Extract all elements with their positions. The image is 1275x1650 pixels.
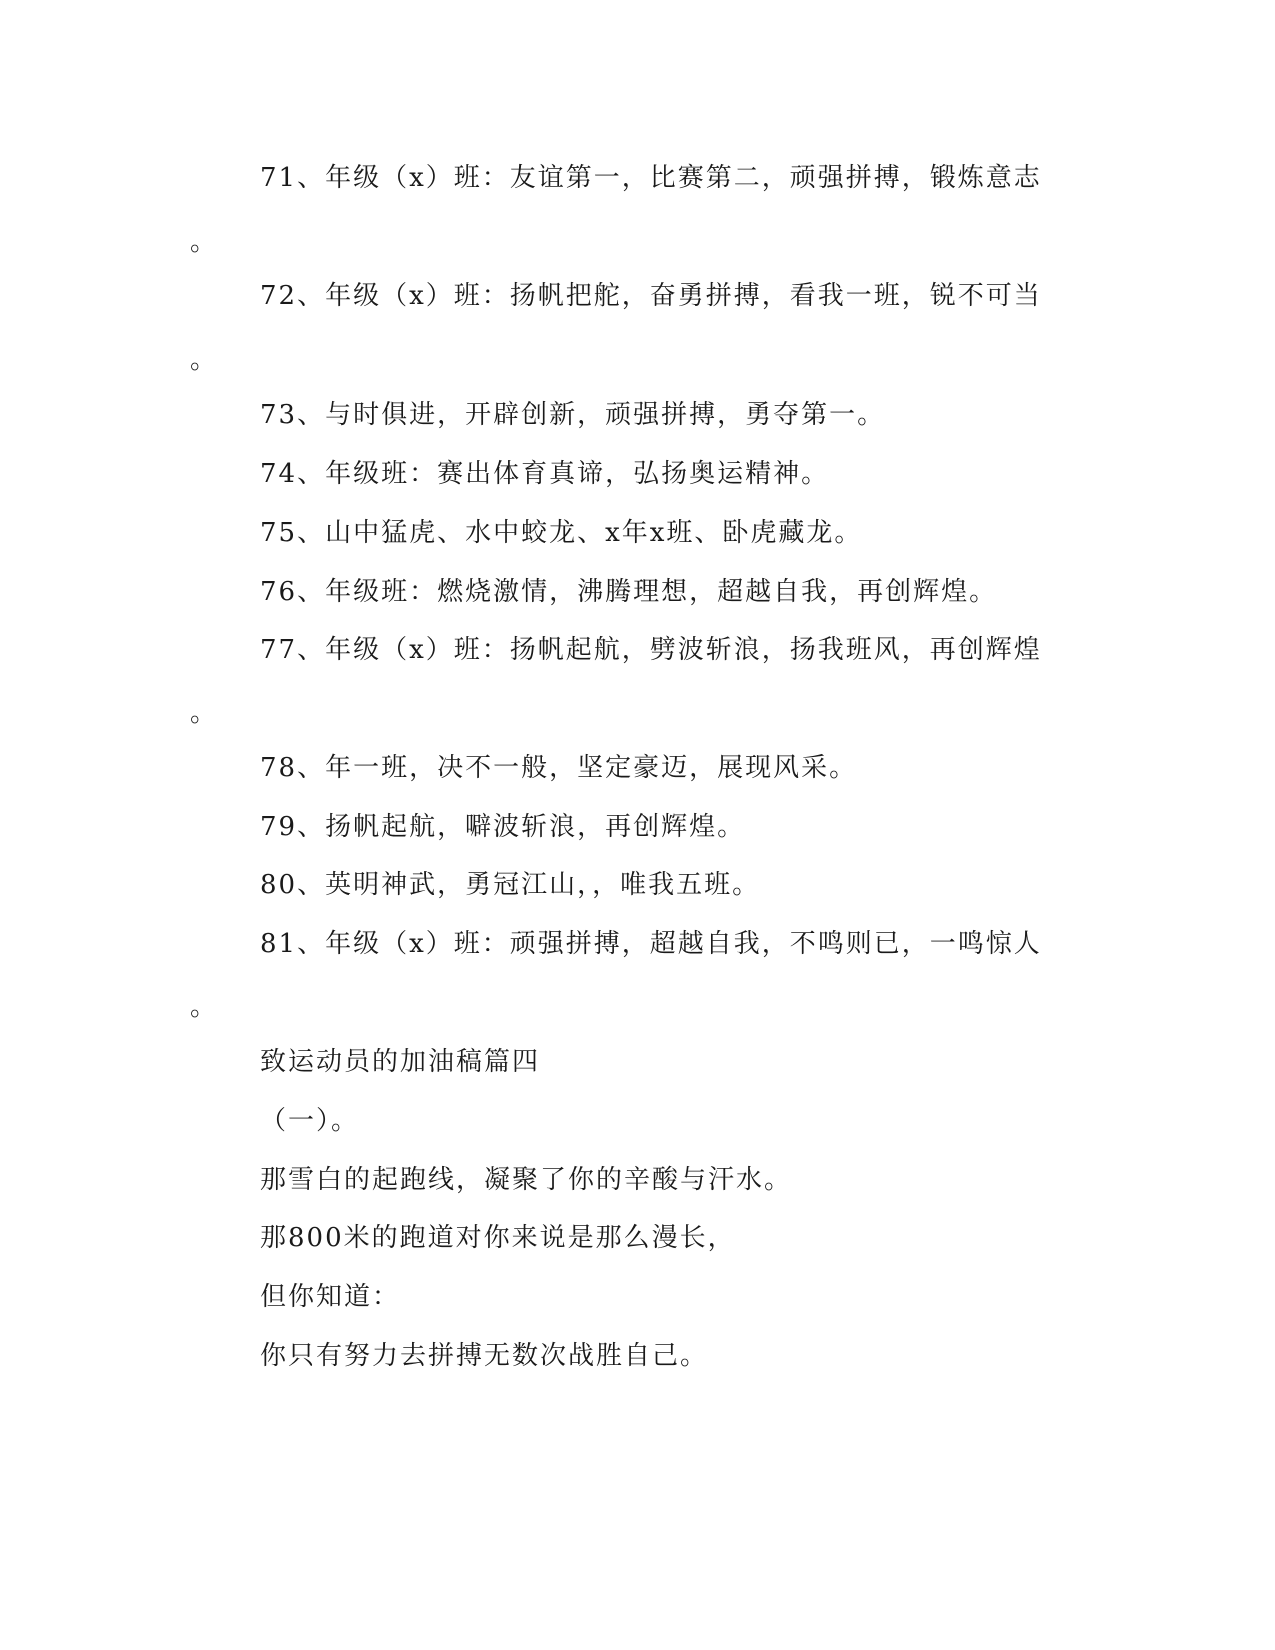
slogan-74: 74、年级班：赛出体育真谛，弘扬奥运精神。 bbox=[260, 459, 830, 489]
slogan-75: 75、山中猛虎、水中蛟龙、x年x班、卧虎藏龙。 bbox=[260, 518, 863, 548]
section-title: 致运动员的加油稿篇四 bbox=[260, 1047, 541, 1077]
slogan-76: 76、年级班：燃烧激情，沸腾理想，超越自我，再创辉煌。 bbox=[260, 577, 998, 607]
slogan-71-period: 。 bbox=[190, 227, 219, 257]
slogan-80: 80、英明神武，勇冠江山，，唯我五班。 bbox=[260, 870, 761, 900]
poem-line-2: 那800米的跑道对你来说是那么漫长， bbox=[260, 1223, 736, 1253]
slogan-77: 77、年级（x）班：扬帆起航，劈波斩浪，扬我班风，再创辉煌 bbox=[260, 635, 1042, 665]
poem-line-1: 那雪白的起跑线，凝聚了你的辛酸与汗水。 bbox=[260, 1165, 793, 1195]
slogan-81: 81、年级（x）班：顽强拼搏，超越自我，不鸣则已，一鸣惊人 bbox=[260, 929, 1042, 959]
slogan-71: 71、年级（x）班：友谊第一，比赛第二，顽强拼搏，锻炼意志 bbox=[260, 163, 1042, 193]
section-number: （一）。 bbox=[260, 1106, 360, 1136]
slogan-73: 73、与时俱进，开辟创新，顽强拼搏，勇夺第一。 bbox=[260, 400, 886, 430]
poem-line-4: 你只有努力去拼搏无数次战胜自己。 bbox=[260, 1341, 709, 1371]
slogan-78: 78、年一班，决不一般，坚定豪迈，展现风采。 bbox=[260, 753, 858, 783]
slogan-79: 79、扬帆起航，噼波斩浪，再创辉煌。 bbox=[260, 812, 746, 842]
slogan-72-period: 。 bbox=[190, 345, 219, 375]
slogan-77-period: 。 bbox=[190, 698, 219, 728]
slogan-72: 72、年级（x）班：扬帆把舵，奋勇拼搏，看我一班，锐不可当 bbox=[260, 281, 1042, 311]
poem-line-3: 但你知道： bbox=[260, 1282, 401, 1312]
slogan-81-period: 。 bbox=[190, 992, 219, 1022]
